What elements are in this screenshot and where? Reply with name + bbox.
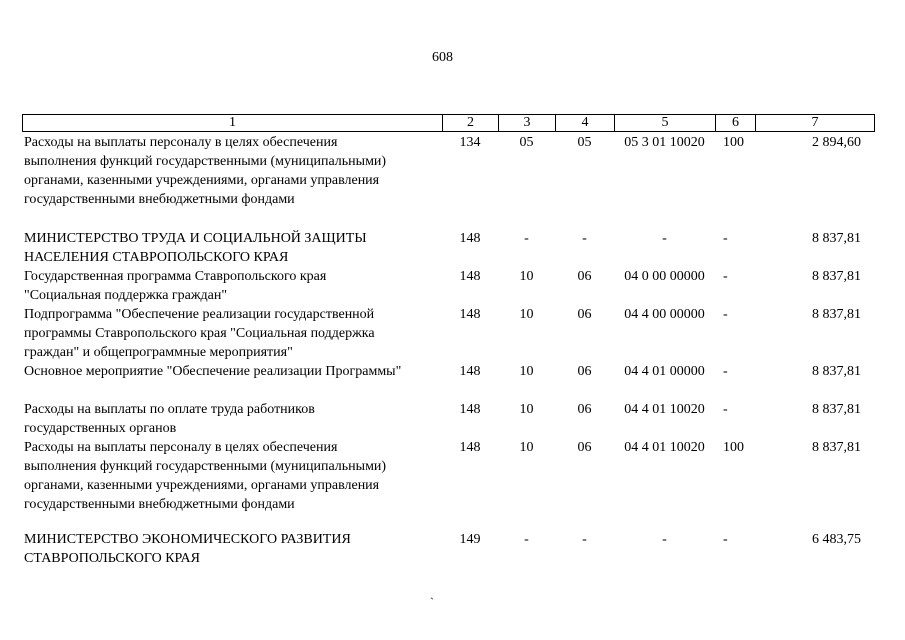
row-amount: 2 894,60 <box>812 135 861 150</box>
footer-mark: ` <box>430 595 434 609</box>
row-section: 10 <box>519 307 534 322</box>
row-subsection: 06 <box>577 307 592 322</box>
row-name: Расходы на выплаты персоналу в целях обеспечения выполнения функций государственными (муниципальными) органами, казенными учреждениями, органами управления государственными внебюджетными фондами <box>24 135 387 207</box>
header-col-7: 7 <box>811 115 819 130</box>
row-subsection: 06 <box>577 440 592 455</box>
row-section: 05 <box>519 135 534 150</box>
row-target: - <box>662 231 667 246</box>
table-row <box>22 305 873 362</box>
row-code: 148 <box>459 269 481 284</box>
row-name: МИНИСТЕРСТВО ТРУДА И СОЦИАЛЬНОЙ ЗАЩИТЫ НАСЕЛЕНИЯ СТАВРОПОЛЬСКОГО КРАЯ <box>24 231 367 265</box>
row-subsection: 06 <box>577 364 592 379</box>
row-name: МИНИСТЕРСТВО ЭКОНОМИЧЕСКОГО РАЗВИТИЯ СТАВРОПОЛЬСКОГО КРАЯ <box>24 532 351 566</box>
row-name: Подпрограмма "Обеспечение реализации государственной программы Ставропольского края "Социальная поддержка граждан" и общепрограммные мероприятия" <box>24 307 375 360</box>
row-section: 10 <box>519 364 534 379</box>
header-col-1: 1 <box>23 115 443 131</box>
row-section: - <box>524 532 529 547</box>
row-section: 10 <box>519 269 534 284</box>
header-col-5: 5 <box>615 115 716 131</box>
row-target: 04 4 01 10020 <box>624 440 705 455</box>
row-amount: 8 837,81 <box>812 402 861 417</box>
header-col-4: 4 <box>556 115 615 131</box>
row-expense-type: 100 <box>723 135 744 150</box>
row-expense-type: - <box>723 307 728 322</box>
row-amount: 8 837,81 <box>812 269 861 284</box>
table-row <box>22 133 873 209</box>
table-row <box>22 400 873 438</box>
row-subsection: - <box>582 532 587 547</box>
row-code: 148 <box>459 440 481 455</box>
row-code: 148 <box>459 364 481 379</box>
row-amount: 8 837,81 <box>812 231 861 246</box>
row-expense-type: - <box>723 402 728 417</box>
row-name: Государственная программа Ставропольского края "Социальная поддержка граждан" <box>24 269 327 303</box>
row-section: - <box>524 231 529 246</box>
row-expense-type: 100 <box>723 440 744 455</box>
row-target: 04 0 00 00000 <box>624 269 705 284</box>
header-col-6: 6 <box>716 115 756 131</box>
table-row <box>22 438 873 514</box>
table-row <box>22 362 873 381</box>
row-code: 148 <box>459 231 481 246</box>
row-name: Расходы на выплаты по оплате труда работников государственных органов <box>24 402 315 436</box>
table-row <box>22 267 873 305</box>
row-amount: 8 837,81 <box>812 440 861 455</box>
header-col-3: 3 <box>499 115 556 131</box>
table-row <box>22 530 873 568</box>
row-expense-type: - <box>723 364 728 379</box>
row-amount: 6 483,75 <box>812 532 861 547</box>
row-expense-type: - <box>723 231 728 246</box>
row-code: 149 <box>459 532 481 547</box>
row-subsection: - <box>582 231 587 246</box>
row-name: Расходы на выплаты персоналу в целях обеспечения выполнения функций государственными (муниципальными) органами, казенными учреждениями, органами управления государственными внебюджетными фондами <box>24 440 387 512</box>
row-target: 05 3 01 10020 <box>624 135 705 150</box>
row-code: 134 <box>459 135 481 150</box>
row-amount: 8 837,81 <box>812 364 861 379</box>
table-header <box>22 114 875 132</box>
row-amount: 8 837,81 <box>812 307 861 322</box>
row-target: 04 4 01 00000 <box>624 364 705 379</box>
header-col-2: 2 <box>443 115 499 131</box>
row-subsection: 06 <box>577 402 592 417</box>
row-section: 10 <box>519 440 534 455</box>
row-name: Основное мероприятие "Обеспечение реализации Программы" <box>24 364 402 379</box>
row-subsection: 05 <box>577 135 592 150</box>
page-number: 608 <box>432 50 453 65</box>
row-target: - <box>662 532 667 547</box>
table-row <box>22 229 873 267</box>
row-code: 148 <box>459 307 481 322</box>
row-expense-type: - <box>723 269 728 284</box>
row-target: 04 4 00 00000 <box>624 307 705 322</box>
row-target: 04 4 01 10020 <box>624 402 705 417</box>
row-subsection: 06 <box>577 269 592 284</box>
row-expense-type: - <box>723 532 728 547</box>
row-section: 10 <box>519 402 534 417</box>
row-code: 148 <box>459 402 481 417</box>
